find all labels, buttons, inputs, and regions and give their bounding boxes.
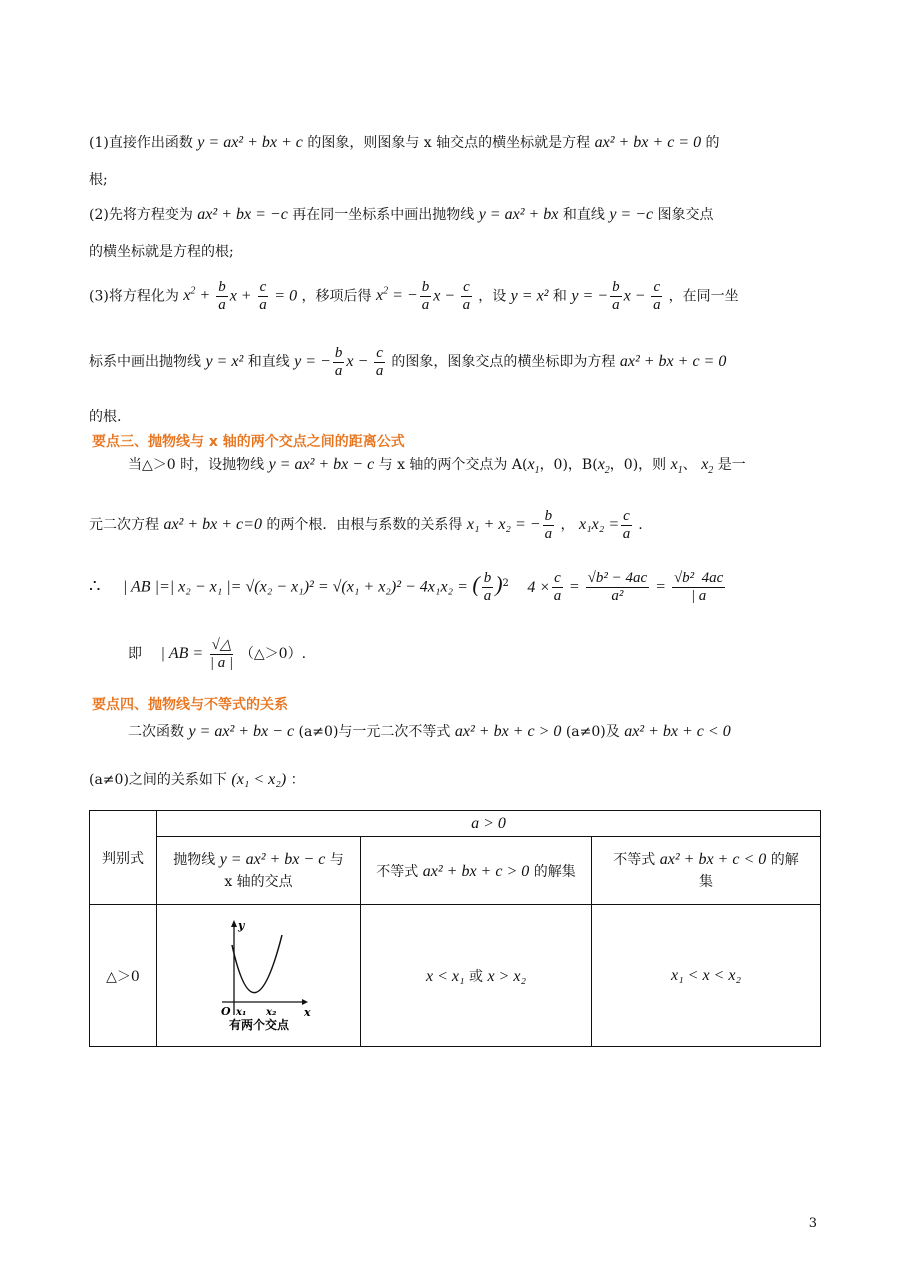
section-4-title: 要点四、抛物线与不等式的关系 xyxy=(92,697,288,713)
text: 图象交点 xyxy=(657,207,714,223)
text: 的解 xyxy=(770,851,799,868)
equation: y = ax² + bx − c xyxy=(268,456,375,473)
fraction: $\frac{\text{√b² − 4ac}}{\text{a²}}$ xyxy=(587,570,648,605)
text: 的 xyxy=(705,135,720,151)
header-inequality-gt xyxy=(361,837,592,905)
text: 的图象，图象交点的横坐标即为方程 xyxy=(391,354,616,370)
equation: 4 × xyxy=(527,578,551,596)
fraction: $\frac{c}{a}$ xyxy=(462,278,471,313)
fraction: $\frac{b}{a}$ xyxy=(421,278,430,313)
equation: ax² + bx = −c xyxy=(197,206,288,223)
equation: (x₁ < x₂) xyxy=(231,771,287,788)
fraction: $\frac{c}{a}$ xyxy=(653,278,661,313)
text: 即 xyxy=(128,646,142,662)
fraction: $\frac{c}{a}$ xyxy=(622,507,631,542)
method-3-end: 的根. xyxy=(89,409,122,425)
distance-formula: ∴ | AB |=| x₂ − x₁ |= √(x₂ − x₁)² = √(x₁ + x₂)² − 4x₁x₂ = ( $\frac{b}{a}$ )$^2$ 4 × $\frac{c}{a}$ = $\frac{\text{√b² − 4ac}}{\text{a²}}$ = $\frac{\text{√b² 4ac}}{| a}$ xyxy=(89,570,724,605)
equation: y = x² xyxy=(205,353,244,370)
text: 标系中画出抛物线 xyxy=(89,354,201,370)
equation: ax² + bx + c < 0 xyxy=(659,850,767,868)
text: 和 xyxy=(552,288,567,305)
text: 与 xyxy=(329,851,344,868)
text: (1)直接作出函数 xyxy=(89,135,193,151)
parabola-curve xyxy=(232,935,282,993)
text: 集 xyxy=(699,873,713,890)
section-3-p1 xyxy=(128,455,746,481)
root2-label: x₂ xyxy=(265,1006,276,1018)
text: 当△＞0 时，设抛物线 xyxy=(128,457,265,473)
method-2-cont: 的横坐标就是方程的根; xyxy=(89,244,234,260)
graph-caption: 有两个交点 xyxy=(228,1017,289,1032)
equation: x₁x₂ = xyxy=(578,516,620,533)
equation: y = ax² + bx xyxy=(478,206,559,223)
text: 元二次方程 xyxy=(89,517,159,533)
method-2-line xyxy=(89,205,714,225)
text: (a≠0)及 xyxy=(565,724,620,740)
text: 和直线 xyxy=(247,354,290,370)
equation: $x^2$ = − xyxy=(375,286,418,305)
fraction: $\frac{b}{a}$ xyxy=(544,507,553,542)
equation: ax² + bx + c=0 xyxy=(163,516,262,533)
text: x 轴的交点 xyxy=(224,873,293,890)
equation: | AB |=| x₂ − x₁ |= √(x₂ − x₁)² = √(x₁ + x₂)² − 4x₁x₂ = xyxy=(122,578,468,596)
graph-cell xyxy=(157,905,361,1047)
x-label: x xyxy=(303,1005,311,1019)
header-inequality-lt xyxy=(592,837,821,905)
text: . xyxy=(638,517,643,533)
text: 不等式 xyxy=(613,851,656,868)
equation: y = − xyxy=(571,287,609,305)
x2-var: $x_2$ xyxy=(701,456,714,477)
method-1-cont: 根; xyxy=(89,172,108,188)
section-3-title: 要点三、抛物线与 x 轴的两个交点之间的距离公式 xyxy=(92,434,405,450)
equation: y = − xyxy=(294,353,331,370)
equation: y = −c xyxy=(609,206,654,223)
text: (a≠0)之间的关系如下 xyxy=(89,772,227,788)
method-3-cont: 标系中画出抛物线 y = x² 和直线 y = − $\frac{b}{a}$ x − $\frac{c}{a}$ 的图象，图象交点的横坐标即为方程 ax² + bx + c = 0 xyxy=(89,344,727,379)
x1-var: $x_1$ xyxy=(670,456,683,477)
equation: y = ax² + bx − c xyxy=(219,850,326,868)
root1-label: x₁ xyxy=(235,1006,246,1018)
fraction: $\frac{b}{a}$ xyxy=(334,344,343,379)
row-delta-positive: △＞0 xyxy=(90,905,157,1047)
text: 、 xyxy=(682,457,697,473)
fraction: $\frac{c}{a}$ xyxy=(259,278,267,313)
solution-lt: x₁ < x < x₂ xyxy=(592,905,821,1047)
fraction: $\frac{\text{√b² 4ac}}{| a}$ xyxy=(673,570,724,605)
equation: y = x² xyxy=(510,287,549,305)
text: (a≠0)与一元二次不等式 xyxy=(298,724,451,740)
y-axis-arrow xyxy=(231,920,237,927)
fraction: $\frac{b}{a}$ xyxy=(612,278,620,313)
text: 二次函数 xyxy=(128,724,184,740)
text: 是一 xyxy=(717,457,746,473)
text: ： xyxy=(290,772,305,788)
equation: | AB = xyxy=(160,645,204,662)
text: 不等式 xyxy=(376,863,419,880)
text: 或 xyxy=(469,968,483,985)
text: 和直线 xyxy=(562,207,605,223)
fraction: $\frac{√\triangle}{| a |}$ xyxy=(209,636,234,671)
method-3-line: (3)将方程化为 $x^2$ + $\frac{b}{a}$ x + $\frac{c}{a}$ = 0 ，移项后得 $x^2$ = − $\frac{b}{a}$ x − $\frac{c}{a}$ ，设 y = x² 和 y = − $\frac{b}{a}$ x − $\frac{c}{a}$ ，在同一坐 xyxy=(89,278,739,313)
x-axis-arrow xyxy=(302,999,308,1005)
text: (2)先将方程变为 xyxy=(89,207,193,223)
header-discriminant: 判别式 xyxy=(90,811,157,905)
header-parabola xyxy=(157,837,361,905)
origin-label: O xyxy=(220,1004,231,1018)
equation: x₁ + x₂ = − xyxy=(466,516,541,533)
fraction: $\frac{b}{a}$ xyxy=(218,278,226,313)
equation: $x^2$ + xyxy=(183,286,215,305)
text: （△＞0）. xyxy=(239,646,307,662)
method-1-line xyxy=(89,133,720,153)
therefore-symbol: ∴ xyxy=(89,575,101,597)
section-3-p2 xyxy=(89,505,643,545)
y-label: y xyxy=(237,918,244,932)
parabola-graph xyxy=(204,915,314,1033)
x2-var: $x_2$ xyxy=(597,456,610,477)
text: ，0)，B( xyxy=(539,457,598,473)
text: ，0)，则 xyxy=(609,457,667,473)
equation: y = ax² + bx + c xyxy=(197,134,303,151)
fraction: $\frac{c}{a}$ xyxy=(375,344,384,379)
fraction: $\frac{c}{a}$ xyxy=(553,570,562,605)
equation: x > x₂ xyxy=(487,967,527,985)
equation: ax² + bx + c > 0 xyxy=(454,723,562,740)
equation: ax² + bx + c = 0 xyxy=(619,353,727,370)
text: 抛物线 xyxy=(173,851,216,868)
text: ， xyxy=(560,517,575,533)
section-4-p1 xyxy=(128,722,731,742)
equation: y = ax² + bx − c xyxy=(188,723,295,740)
text: ，移项后得 xyxy=(301,288,372,305)
relation-table xyxy=(89,810,821,1047)
section-4-p2 xyxy=(89,770,305,790)
header-a-positive: a > 0 xyxy=(157,811,821,837)
distance-result xyxy=(128,632,306,676)
text: ，在同一坐 xyxy=(668,288,739,305)
text: 的图象，则图象与 x 轴交点的横坐标就是方程 xyxy=(307,135,591,151)
equation: ax² + bx + c < 0 xyxy=(624,723,731,740)
fraction: $\frac{b}{a}$ xyxy=(483,570,492,605)
solution-gt xyxy=(361,905,592,1047)
bracket: ( xyxy=(472,571,480,597)
text: (3)将方程化为 xyxy=(89,288,179,305)
equation: x < x₁ xyxy=(425,967,465,985)
equation: ax² + bx + c = 0 xyxy=(594,134,702,151)
text: 再在同一坐标系中画出抛物线 xyxy=(292,207,475,223)
equation: ax² + bx + c > 0 xyxy=(422,862,530,880)
text: ，设 xyxy=(478,288,507,305)
page-number: 3 xyxy=(808,1216,817,1231)
text: 的解集 xyxy=(533,863,576,880)
text: 的两个根．由根与系数的关系得 xyxy=(266,517,463,533)
text: 与 x 轴的两个交点为 A( xyxy=(378,457,528,473)
x1-var: $x_1$ xyxy=(527,456,540,477)
